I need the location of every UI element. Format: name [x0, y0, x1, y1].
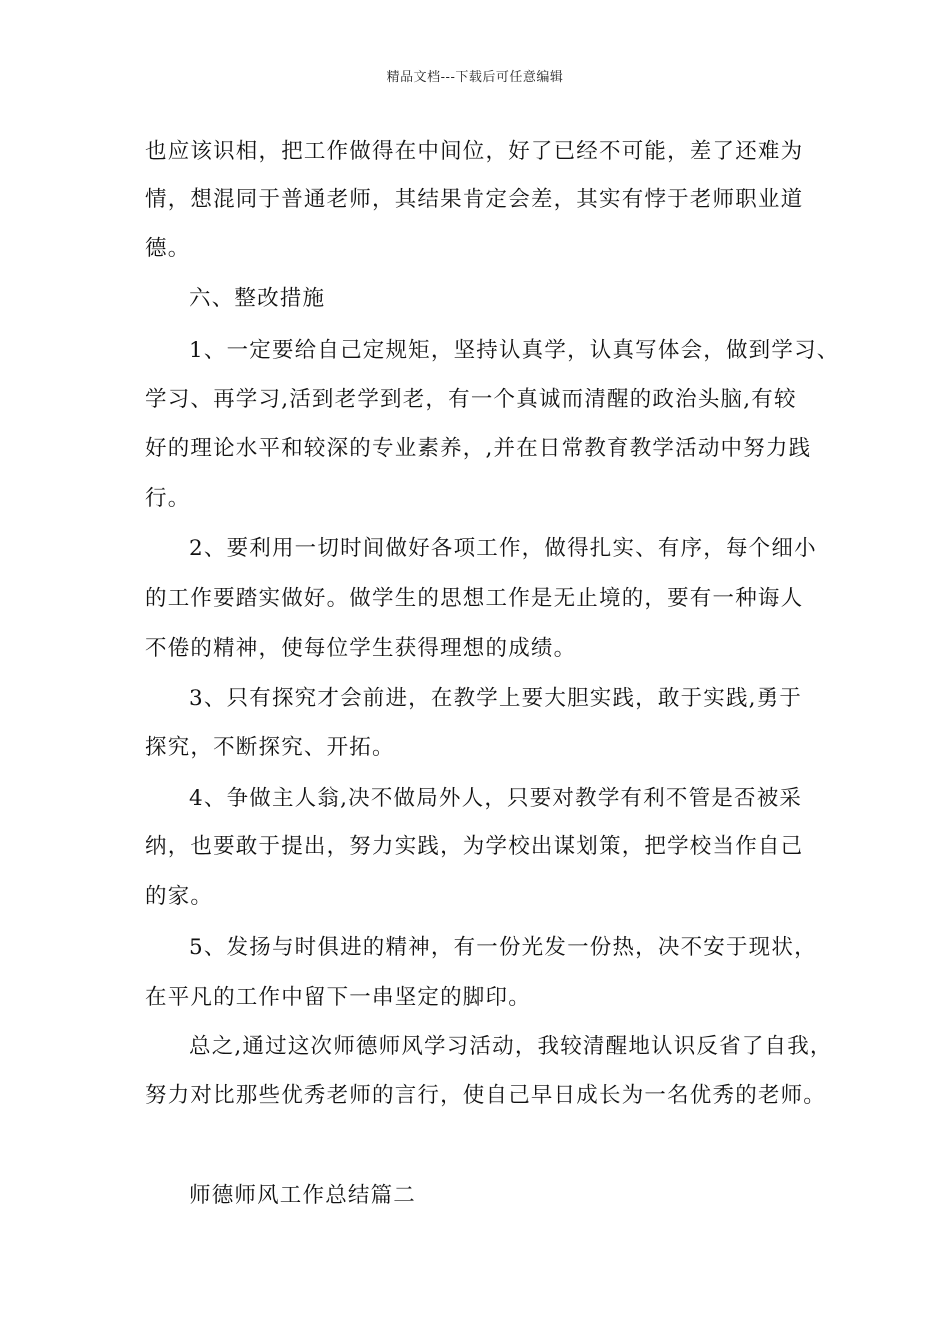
body-line: 1、一定要给自己定规矩，坚持认真学，认真写体会，做到学习、: [189, 338, 840, 363]
body-line: 好的理论水平和较深的专业素养，,并在日常教育教学活动中努力践: [145, 436, 812, 461]
body-line: 情，想混同于普通老师，其结果肯定会差，其实有悖于老师职业道: [145, 187, 804, 212]
page-header: 精品文档---下载后可任意编辑: [386, 70, 564, 85]
body-line: 的家。: [145, 884, 214, 909]
body-line: 总之,通过这次师德师风学习活动，我较清醒地认识反省了自我，: [189, 1034, 833, 1059]
body-line: 5、发扬与时俱进的精神，有一份光发一份热，决不安于现状，: [189, 935, 817, 960]
section-title: 师德师风工作总结篇二: [189, 1183, 417, 1208]
body-line: 学习、再学习,活到老学到老，有一个真诚而清醒的政治头脑,有较: [145, 387, 797, 412]
body-line: 德。: [145, 236, 191, 261]
body-line: 不倦的精神，使每位学生获得理想的成绩。: [145, 636, 577, 661]
section-heading: 六、整改措施: [189, 286, 326, 311]
body-line: 努力对比那些优秀老师的言行，使自己早日成长为一名优秀的老师。: [145, 1083, 827, 1108]
body-line: 3、只有探究才会前进，在教学上要大胆实践，敢于实践,勇于: [189, 686, 803, 711]
body-line: 探究，不断探究、开拓。: [145, 735, 395, 760]
body-line: 行。: [145, 486, 191, 511]
body-line: 也应该识相，把工作做得在中间位，好了已经不可能，差了还难为: [145, 139, 804, 164]
body-line: 的工作要踏实做好。做学生的思想工作是无止境的，要有一种诲人: [145, 586, 804, 611]
body-line: 4、争做主人翁,决不做局外人，只要对教学有利不管是否被采: [189, 786, 803, 811]
body-line: 在平凡的工作中留下一串坚定的脚印。: [145, 985, 531, 1010]
body-line: 2、要利用一切时间做好各项工作，做得扎实、有序，每个细小: [189, 536, 817, 561]
body-line: 纳，也要敢于提出，努力实践，为学校出谋划策，把学校当作自己: [145, 834, 804, 859]
